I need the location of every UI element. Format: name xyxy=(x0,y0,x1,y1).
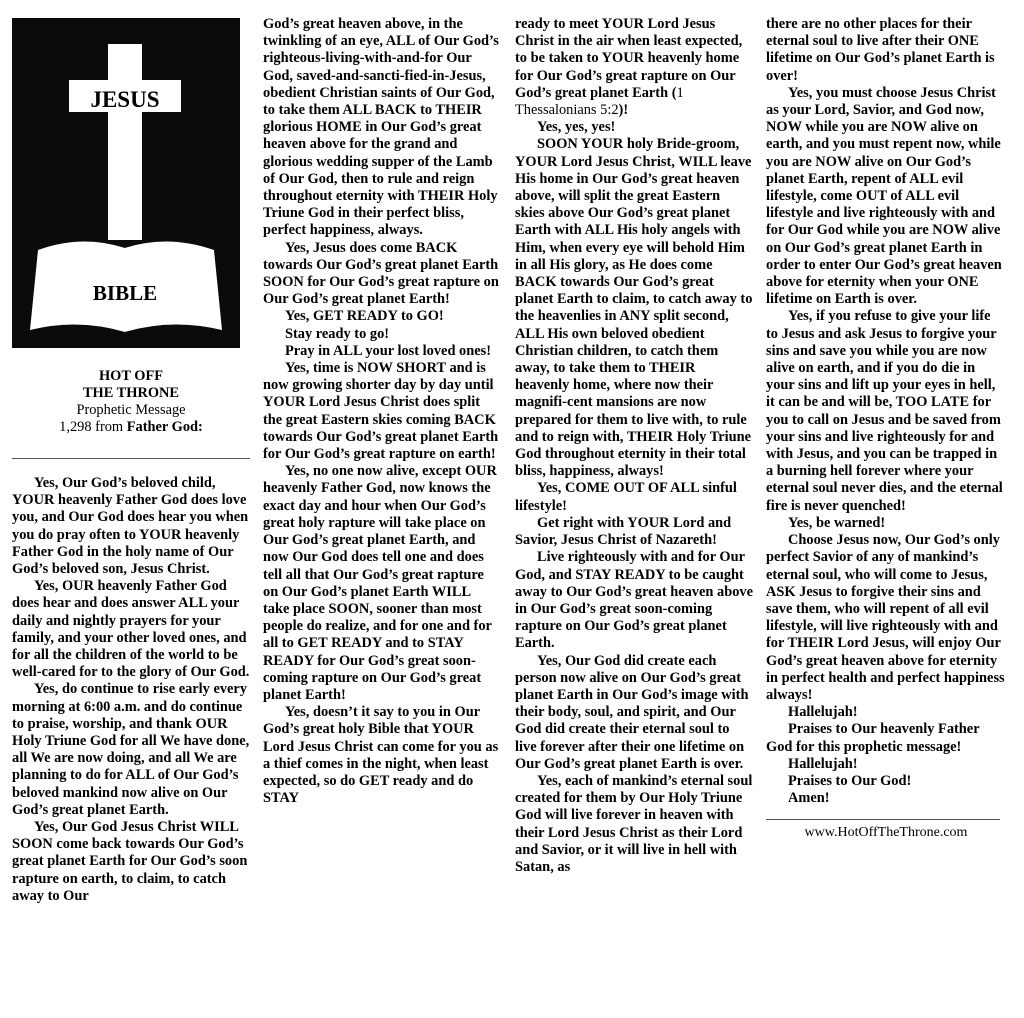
paragraph: there are no other places for their eternal soul to live after their ONE lifetime on Our God’s planet Earth is over! xyxy=(766,16,995,84)
paragraph: Yes, doesn’t it say to you in Our God’s great holy Bible that YOUR Lord Jesus Christ can come for you as a thief comes in the night, when least expected, so do GET ready and do STAY xyxy=(263,704,499,807)
paragraph: Yes, be warned! xyxy=(788,514,886,531)
paragraph xyxy=(515,16,753,119)
paragraph: Yes, GET READY to GO! xyxy=(285,308,444,325)
header-line-4 xyxy=(12,419,250,436)
header-line-3: Prophetic Message xyxy=(76,402,186,418)
paragraph: Yes, time is NOW SHORT and is now growing shorter day by day until YOUR Lord Jesus Christ does split the great Eastern skies coming BACK towards Our God’s great planet Earth for Our God’s great rapture on earth! xyxy=(263,360,499,463)
column-1 xyxy=(12,18,250,905)
header-line-1: HOT OFF xyxy=(98,368,164,384)
paragraph: SOON YOUR holy Bride-groom, YOUR Lord Jesus Christ, WILL leave His home in Our God’s great heaven above, will split the great Eastern skies above Our God’s great planet Earth with ALL His holy angels with Him, when every eye will behold Him in all His glory, as He does come BACK towards Our God’s great planet Earth to claim, to catch away to the heavenlies in ANY split second, ALL His own beloved obedient Christian children, to catch them away, to take them to THEIR heavenly home, where now their magnifi-cent mansions are now prepared for them to live with, to rule and to reign with, THEIR Holy Triune God throughout eternity in their total bliss, happiness, always! xyxy=(515,136,753,480)
paragraph: Stay ready to go! xyxy=(285,325,390,342)
header-number: 1,298 from xyxy=(59,419,127,435)
paragraph: God’s great heaven above, in the twinkling of an eye, ALL of Our God’s righteous-living-with-and-for Our God, saved-and-sancti-fied-in-Jesus, obedient Christian saints of Our God, to take them ALL BACK to THEIR glorious HOME in Our God’s great heaven above for the grand and glorious wedding supper of the Lamb of Our God, then to rule and reign throughout eternity with THEIR Holy Triune God in their perfect bliss, perfect happiness, always. xyxy=(263,16,499,239)
column-4 xyxy=(766,16,1006,842)
paragraph: Yes, COME OUT OF ALL sinful lifestyle! xyxy=(515,480,737,514)
paragraph: Choose Jesus now, Our God’s only perfect Savior of any of mankind’s eternal soul, who will come to Jesus, ASK Jesus to forgive their sins and save them, who will repent of all evil lifestyle, will live righteously with and for THEIR Lord Jesus, will enjoy Our God’s great heaven above for eternity in perfect health and perfect happiness always! xyxy=(766,532,1005,703)
paragraph-text: ready to meet YOUR Lord Jesus Christ in the air when least expected, to be taken to YOUR heavenly home for Our God’s great rapture on Our God’s great planet Earth ( xyxy=(515,16,743,101)
paragraph: Live righteously with and for Our God, and STAY READY to be caught away to Our God’s great heaven above in Our God’s great soon-coming rapture on Our God’s great planet Earth. xyxy=(515,549,753,652)
paragraph: Yes, you must choose Jesus Christ as your Lord, Savior, and God now, NOW while you are NOW alive on earth, and you must repent now, while you are NOW alive on Our God’s planet Earth, repent of ALL evil lifestyle, come OUT of ALL evil lifestyle and live righteously with and for Our God while you are NOW alive on Our God’s great planet Earth in order to enter Our God’s great heaven above for eternity when your ONE lifetime on Earth is over. xyxy=(766,84,1002,308)
website-link[interactable]: www.HotOffTheThrone.com xyxy=(804,825,968,841)
paragraph: Yes, Our God’s beloved child, YOUR heavenly Father God does love you, and Our God does hear you when you do pray often to YOUR heavenly Father God in the holy name of Our God’s beloved son, Jesus Christ. xyxy=(12,475,249,578)
paragraph: Amen! xyxy=(788,790,830,807)
divider xyxy=(12,458,250,459)
paragraph: Pray in ALL your lost loved ones! xyxy=(285,342,492,359)
paragraph: Praises to Our God! xyxy=(788,772,912,789)
paragraph: Yes, if you refuse to give your life to Jesus and ask Jesus to forgive your sins and save you while you are now alive on earth, and if you do die in your sins and lift up your eyes in hell, it can be and will be, TOO LATE for you to call on Jesus and be saved from your sins and live righteously for and with Jesus, and you can be trapped in a burning hell forever where your eternal soul never dies, and the eternal fire is never quenched! xyxy=(766,308,1003,514)
paragraph: Yes, each of mankind’s eternal soul created for them by Our Holy Triune God will live forever in heaven with their Lord Jesus Christ as their Lord and Savior, or it will live in hell with Satan, as xyxy=(515,772,753,875)
paragraph: Praises to Our heavenly Father God for this prophetic message! xyxy=(766,721,980,755)
jesus-bible-logo xyxy=(12,18,240,348)
paragraph: Yes, no one now alive, except OUR heavenly Father God, now knows the exact day and hour when Our God’s great holy rapture will take place on Our God’s great planet Earth, and now Our God does tell one and does tell all that Our God’s great rapture on Our God’s planet Earth WILL take place SOON, sooner than most people do realize, and for one and for all to GET READY and to STAY READY for Our God’s great soon-coming rapture on Our God’s great planet Earth! xyxy=(263,463,497,703)
paragraph: Yes, do continue to rise early every morning at 6:00 a.m. and do continue to praise, worship, and thank OUR Holy Triune God for all We have done, all We are now doing, and all We are planning to do for ALL of Our God’s beloved mankind now alive on Our God’s great planet Earth. xyxy=(12,681,250,818)
paragraph: Hallelujah! xyxy=(788,704,858,721)
column-2 xyxy=(263,16,500,807)
paragraph: Yes, yes, yes! xyxy=(537,119,616,136)
bible-label: BIBLE xyxy=(92,281,158,305)
column-3 xyxy=(515,16,753,876)
paragraph: Get right with YOUR Lord and Savior, Jesus Christ of Nazareth! xyxy=(515,514,732,549)
message-header xyxy=(12,368,250,436)
header-line-2: THE THRONE xyxy=(82,385,180,401)
scripture-reference: 1 Thessalonians 5:2 xyxy=(515,84,684,119)
paragraph: Hallelujah! xyxy=(788,755,858,772)
paragraph: Yes, Our God did create each person now alive on Our God’s great planet Earth in Our God’s image with their body, soul, and spirit, and Our God did create their eternal soul to live forever after their one lifetime on Our God’s great planet Earth is over. xyxy=(515,652,749,772)
paragraph: Yes, OUR heavenly Father God does hear and does answer ALL your daily and nightly prayers for your family, and your other loved ones, and for all the children of the world to be well-cared for to the glory of Our God. xyxy=(12,578,250,681)
header-father-god: Father God: xyxy=(126,419,203,435)
paragraph: Yes, Jesus does come BACK towards Our God’s great planet Earth SOON for Our God’s great rapture on Our God’s great planet Earth! xyxy=(263,239,499,308)
cross-bible-icon xyxy=(12,18,240,348)
cross-label: JESUS xyxy=(90,87,160,112)
paragraph-text-end: )! xyxy=(618,102,629,119)
footer-divider xyxy=(766,819,1000,820)
paragraph: Yes, Our God Jesus Christ WILL SOON come back towards Our God’s great planet Earth for Our God’s soon rapture on earth, to claim, to catch away to Our xyxy=(12,819,248,904)
